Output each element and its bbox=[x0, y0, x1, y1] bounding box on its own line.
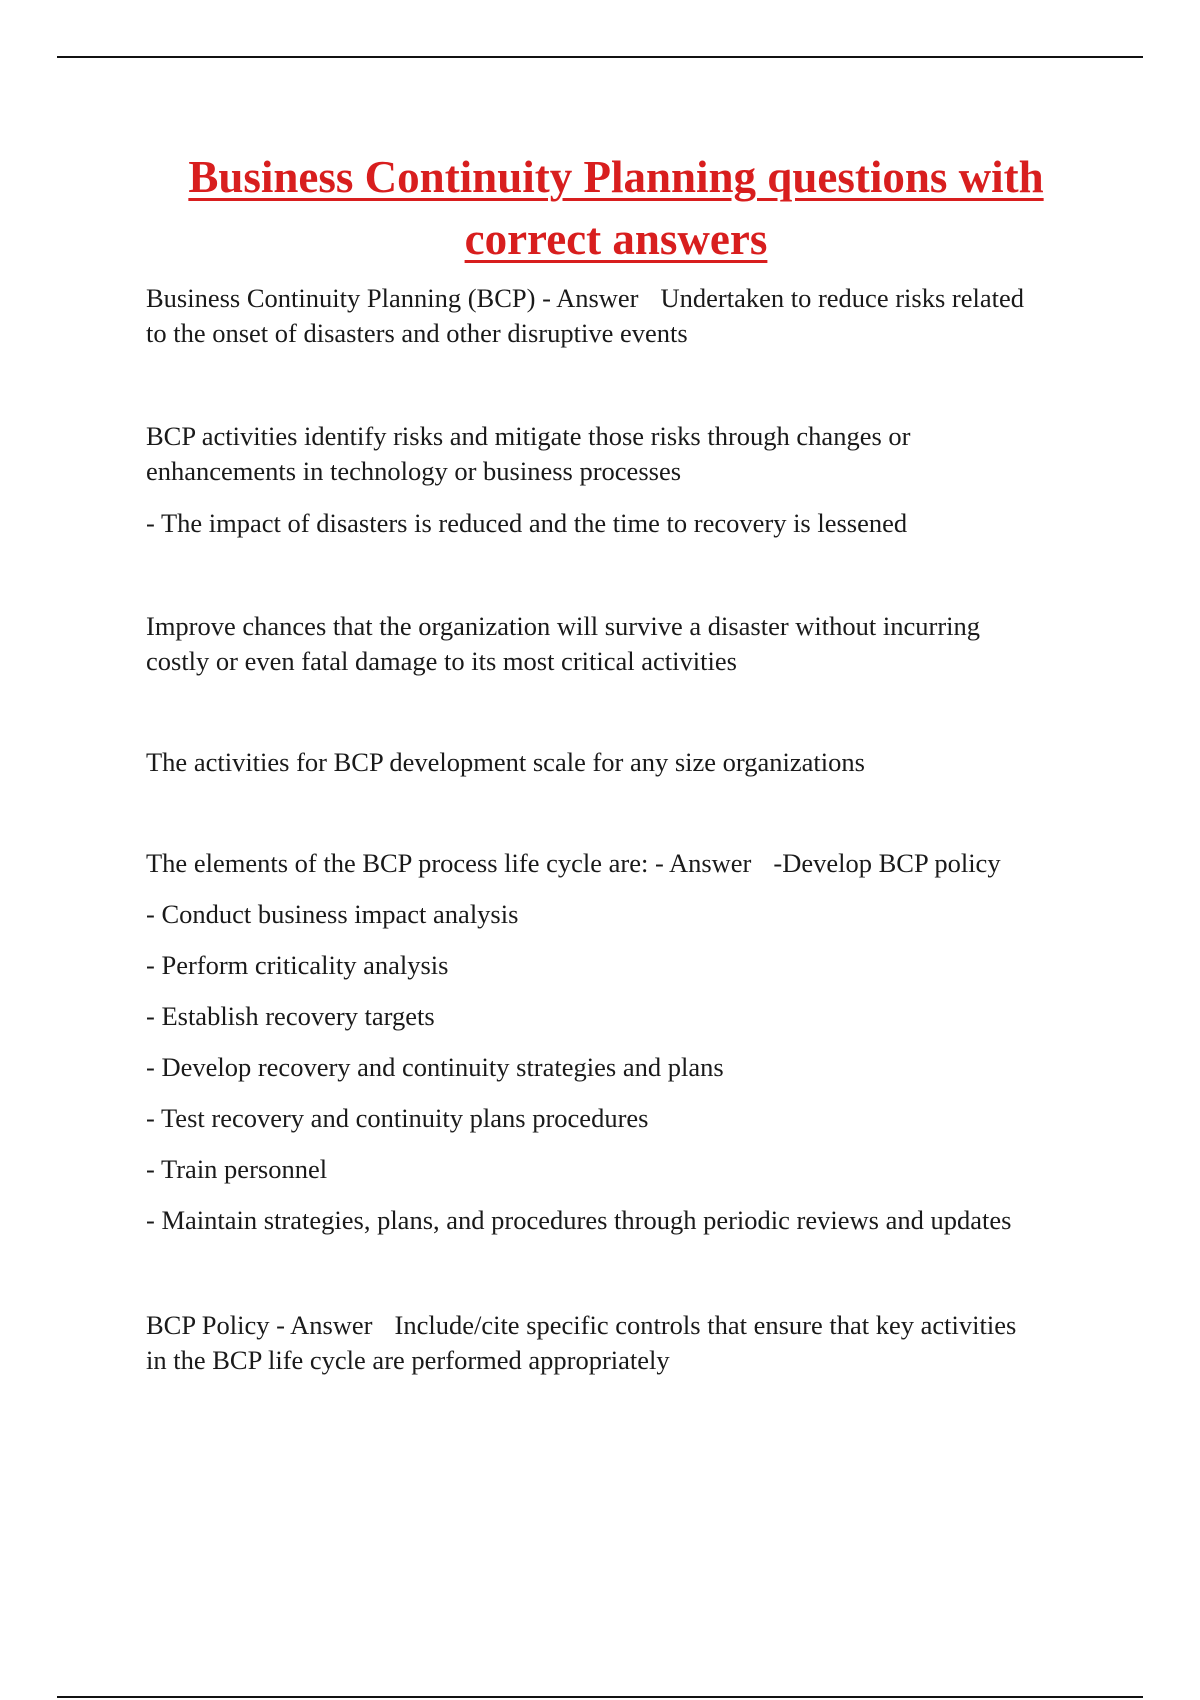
question-text: Business Continuity Planning (BCP) - Answer bbox=[146, 283, 639, 313]
lifecycle-item: - Maintain strategies, plans, and procedures through periodic reviews and updates bbox=[146, 1205, 1012, 1235]
lifecycle-item: - Train personnel bbox=[146, 1154, 328, 1184]
question-line bbox=[146, 281, 1106, 316]
question-bcp-policy bbox=[146, 1308, 1106, 1378]
paragraph-line: costly or even fatal damage to its most critical activities bbox=[146, 646, 737, 676]
title-line-2: correct answers bbox=[464, 214, 768, 264]
question-text: The elements of the BCP process life cycle are: - Answer bbox=[146, 848, 752, 878]
question-line bbox=[146, 1308, 1106, 1343]
paragraph-line: enhancements in technology or business processes bbox=[146, 456, 682, 486]
question-text: BCP Policy - Answer bbox=[146, 1310, 373, 1340]
lifecycle-item: - Perform criticality analysis bbox=[146, 950, 449, 980]
paragraph-line: BCP activities identify risks and mitigate those risks through changes or bbox=[146, 421, 911, 451]
bullet-impact-reduced: - The impact of disasters is reduced and the time to recovery is lessened bbox=[146, 508, 908, 538]
paragraph-improve-chances bbox=[146, 609, 1106, 679]
answer-text: Undertaken to reduce risks related bbox=[660, 283, 1024, 313]
answer-text: -Develop BCP policy bbox=[773, 848, 1001, 878]
bottom-rule bbox=[57, 1696, 1143, 1698]
top-rule bbox=[57, 56, 1143, 58]
title-line-1: Business Continuity Planning questions with bbox=[188, 152, 1044, 202]
page-title bbox=[120, 146, 1112, 270]
answer-continuation: to the onset of disasters and other disruptive events bbox=[146, 318, 688, 348]
question-lifecycle bbox=[146, 846, 1106, 881]
lifecycle-item: - Conduct business impact analysis bbox=[146, 899, 519, 929]
question-line bbox=[146, 846, 1106, 881]
lifecycle-item: - Test recovery and continuity plans procedures bbox=[146, 1103, 649, 1133]
paragraph-scale: The activities for BCP development scale for any size organizations bbox=[146, 747, 865, 777]
answer-text: Include/cite specific controls that ensure that key activities bbox=[394, 1310, 1017, 1340]
paragraph-line: Improve chances that the organization will survive a disaster without incurring bbox=[146, 611, 981, 641]
question-bcp-definition bbox=[146, 281, 1106, 351]
lifecycle-item: - Develop recovery and continuity strategies and plans bbox=[146, 1052, 724, 1082]
paragraph-bcp-activities bbox=[146, 419, 1106, 489]
lifecycle-item: - Establish recovery targets bbox=[146, 1001, 435, 1031]
answer-continuation: in the BCP life cycle are performed appropriately bbox=[146, 1345, 670, 1375]
